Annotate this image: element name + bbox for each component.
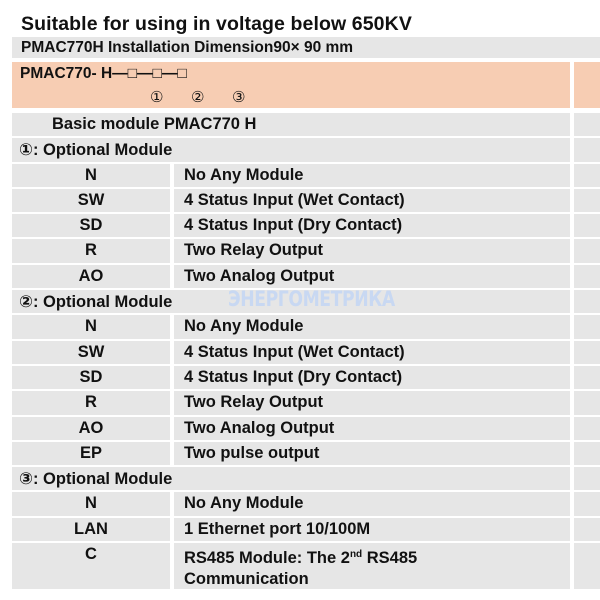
module-code: N [85, 494, 97, 513]
module-code: SD [79, 216, 103, 235]
module-desc: Two Analog Output [184, 418, 335, 437]
module-desc: 4 Status Input (Wet Contact) [184, 190, 405, 209]
table-row [12, 366, 600, 391]
section-header [12, 467, 600, 492]
module-code: R [85, 241, 97, 260]
page-title: Suitable for using in voltage below 650KV [21, 13, 412, 35]
module-code: AO [78, 266, 104, 285]
model-code-box [12, 62, 570, 108]
module-code: SW [77, 190, 105, 209]
module-code: C [85, 545, 97, 564]
table-row [12, 315, 600, 340]
module-code: N [85, 317, 97, 336]
table-row [12, 341, 600, 366]
module-table [12, 113, 600, 591]
module-desc [184, 544, 417, 590]
table-row [12, 214, 600, 239]
section-header [12, 138, 600, 163]
module-code: SD [79, 367, 103, 386]
module-desc-part: RS485 [362, 549, 418, 568]
subtitle-bar [12, 37, 600, 58]
module-desc-line2: Communication [184, 570, 309, 589]
module-desc: No Any Module [184, 494, 304, 513]
ordinal-suffix: nd [349, 549, 363, 561]
module-desc: Two Relay Output [184, 241, 324, 260]
table-row [12, 543, 600, 591]
subtitle: PMAC770H Installation Dimension90× 90 mm [21, 39, 354, 56]
option-marker-2: ② [191, 89, 205, 106]
module-desc: Two Relay Output [184, 393, 324, 412]
module-code: SW [77, 342, 105, 361]
table-row [12, 442, 600, 467]
option-marker-3: ③ [232, 89, 246, 106]
section-title: ③: Optional Module [19, 470, 173, 489]
section-title: ①: Optional Module [19, 141, 173, 160]
module-desc: Two Analog Output [184, 266, 335, 285]
table-row [12, 391, 600, 416]
option-markers [150, 88, 273, 106]
basic-module-row [12, 113, 600, 138]
module-code: LAN [74, 519, 108, 538]
model-code: PMAC770- H—□—□—□ [20, 65, 187, 82]
module-desc: 4 Status Input (Wet Contact) [184, 342, 405, 361]
module-desc: 1 Ethernet port 10/100M [184, 519, 371, 538]
module-desc: No Any Module [184, 317, 304, 336]
basic-module-label: Basic module PMAC770 H [52, 115, 257, 133]
module-code: N [85, 165, 97, 184]
module-desc: Two pulse output [184, 443, 320, 462]
module-code: EP [79, 443, 102, 462]
watermark-logo: ЭНЕРГОМЕТРИКА [228, 287, 395, 311]
table-row [12, 189, 600, 214]
module-desc-part: RS485 Module: The 2 [184, 549, 350, 568]
table-row [12, 518, 600, 543]
table-row [12, 492, 600, 517]
option-marker-1: ① [150, 89, 164, 106]
module-code: R [85, 393, 97, 412]
module-code: AO [78, 418, 104, 437]
module-desc: 4 Status Input (Dry Contact) [184, 367, 403, 386]
table-row [12, 239, 600, 264]
table-row [12, 164, 600, 189]
module-desc: No Any Module [184, 165, 304, 184]
module-desc: 4 Status Input (Dry Contact) [184, 216, 403, 235]
table-row [12, 417, 600, 442]
model-code-box-side [574, 62, 600, 108]
section-title: ②: Optional Module [19, 293, 173, 312]
